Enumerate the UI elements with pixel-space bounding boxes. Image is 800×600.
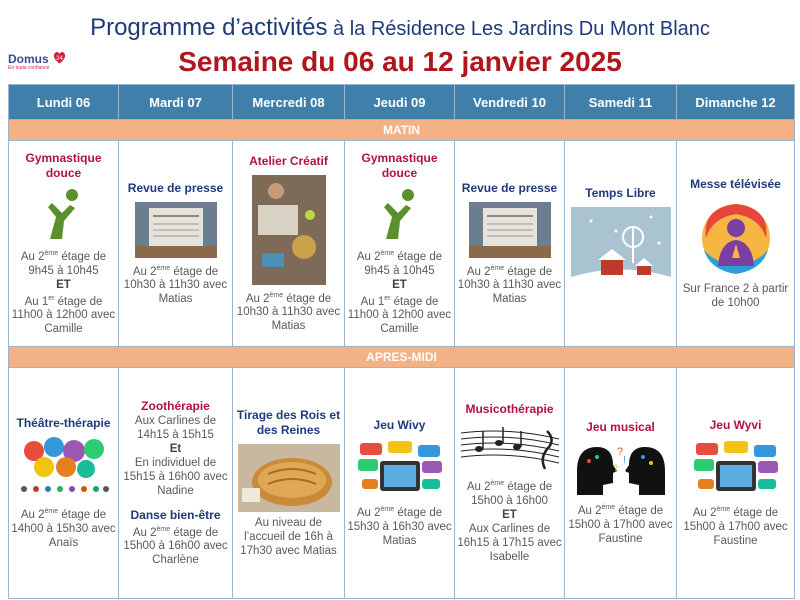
activity-title: Atelier Créatif: [249, 153, 328, 168]
tablet-bubbles-illustration: [692, 439, 780, 499]
page-title: Programme d’activités à la Résidence Les Jardins Du Mont Blanc: [90, 14, 710, 41]
activity-title: Tirage des Rois et des Reines: [236, 408, 341, 437]
activity-title: Gymnastique douce: [25, 150, 102, 180]
day-header: Mardi 07: [119, 85, 233, 120]
schedule-table: [8, 84, 795, 599]
day-header: Mercredi 08: [233, 85, 345, 120]
activity-title: Gymnastique douce: [361, 150, 438, 180]
svg-text:?: ?: [616, 446, 623, 459]
activity-title: Danse bien-être: [130, 507, 221, 522]
activity-title: Jeu Wyvi: [709, 418, 762, 433]
activity-cell: Théâtre-thérapie Au 2ème étage de 14h00 à 15h30 avec Anaïs: [9, 368, 119, 599]
activity-cell: Revue de presse Au 2ème étage de 10h30 à 11h30 avec Matias: [119, 141, 233, 347]
activity-title: Théâtre-thérapie: [16, 416, 111, 431]
stretching-person-icon: [42, 187, 86, 243]
activity-title: Jeu Wivy: [373, 418, 426, 433]
activity-cell: Atelier Créatif Au 2ème étage de 10h30 à 11h30 avec Matias: [233, 141, 345, 347]
heart-logo-icon: [52, 50, 67, 65]
activity-cell: Musicothérapie Au 2ème étage de 15h00 à 16h00 ET Aux Carlines de 16h15 à 17h15 avec Isabelle: [455, 368, 565, 599]
newspaper-reader-photo: [469, 202, 551, 258]
activity-cell: Messe télévisée Sur France 2 à partir de 10h00: [677, 141, 795, 347]
activity-cell: Jeu Wyvi Au 2ème étage de 15h00 à 17h00 avec Faustine: [677, 368, 795, 599]
activity-cell: Gymnastique douce Au 2ème étage de 9h45 à 10h45 ET Au 1er étage de 11h00 à 12h00 avec Camille: [9, 141, 119, 347]
afternoon-band: APRES-MIDI: [9, 347, 795, 368]
day-header: Jeudi 09: [345, 85, 455, 120]
stretching-person-icon: [378, 187, 422, 243]
newspaper-reader-photo: [135, 202, 217, 258]
praying-figure-icon: [700, 198, 772, 278]
week-title: Semaine du 06 au 12 janvier 2025: [178, 46, 622, 77]
afternoon-row: [9, 368, 795, 599]
svg-text:?: ?: [612, 463, 618, 474]
galette-des-rois-photo: [238, 444, 340, 512]
morning-row: [9, 141, 795, 347]
activity-cell: Jeu musical ? ! ? Au 2ème étage de 15h00 à 17h00 avec Faustine: [565, 368, 677, 599]
speech-bubbles-crowd-illustration: [14, 437, 114, 501]
activity-cell: Revue de presse Au 2ème étage de 10h30 à 11h30 avec Matias: [455, 141, 565, 347]
activity-title: Musicothérapie: [465, 402, 554, 417]
day-header: Samedi 11: [565, 85, 677, 120]
activity-title: Revue de presse: [127, 180, 224, 195]
day-header: Vendredi 10: [455, 85, 565, 120]
activity-title: Temps Libre: [585, 186, 656, 200]
activity-cell: Tirage des Rois et des Reines Au niveau de l’accueil de 16h à 17h30 avec Matias: [233, 368, 345, 599]
activity-title: Messe télévisée: [690, 177, 781, 191]
activity-cell: Jeu Wivy Au 2ème étage de 15h30 à 16h30 avec Matias: [345, 368, 455, 599]
day-header: Lundi 06: [9, 85, 119, 120]
day-header: Dimanche 12: [677, 85, 795, 120]
activity-title: Jeu musical: [586, 420, 655, 435]
activity-cell: [565, 141, 677, 347]
domus-logo: Domus En toute confiance 24: [8, 52, 68, 76]
music-staff-icon: [459, 423, 561, 473]
activity-cell: Gymnastique douce Au 2ème étage de 9h45 à 10h45 ET Au 1er étage de 11h00 à 12h00 avec Camille: [345, 141, 455, 347]
activity-cell: Zoothérapie Aux Carlines de 14h15 à 15h15 Et En individuel de 15h15 à 16h00 avec Nadine Danse bien-être Au 2ème étage de 15h00 à 16h00 avec Charlène: [119, 368, 233, 599]
snowy-house-illustration: [571, 207, 671, 297]
morning-band: MATIN: [9, 120, 795, 141]
craft-table-photo: [252, 175, 326, 285]
activity-title: Zoothérapie: [141, 398, 210, 413]
day-header-row: [9, 85, 795, 120]
svg-text:!: !: [622, 455, 626, 467]
svg-text:24: 24: [56, 55, 63, 62]
two-heads-question-illustration: [573, 441, 669, 497]
activity-title: Revue de presse: [461, 180, 558, 195]
tablet-bubbles-illustration: [356, 439, 444, 499]
